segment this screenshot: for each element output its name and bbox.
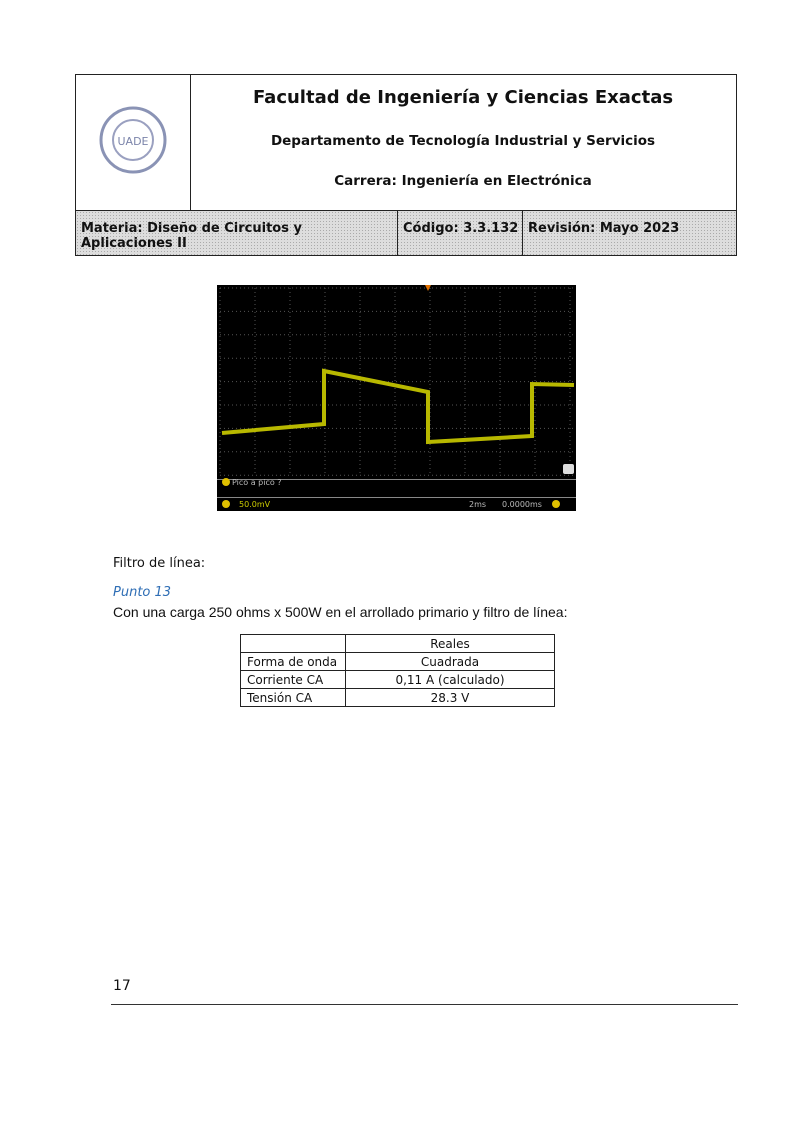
career-title: Carrera: Ingeniería en Electrónica bbox=[334, 173, 592, 189]
table-header-row: Reales bbox=[241, 635, 555, 653]
subject-cell: Materia: Diseño de Circuitos y Aplicaciones II bbox=[76, 211, 398, 255]
channel-scale: 50.0mV bbox=[239, 500, 271, 509]
results-table bbox=[240, 634, 555, 707]
code-cell: Código: 3.3.132 bbox=[398, 211, 523, 255]
oscilloscope-capture bbox=[217, 285, 576, 511]
svg-text:UADE: UADE bbox=[117, 135, 149, 148]
university-logo bbox=[76, 75, 191, 210]
line-filter-label: Filtro de línea: bbox=[113, 556, 206, 571]
description-text: Con una carga 250 ohms x 500W en el arrollado primario y filtro de línea: bbox=[113, 604, 568, 620]
section-heading: Punto 13 bbox=[113, 585, 172, 600]
timebase: 2ms bbox=[469, 500, 487, 509]
table-row: Tensión CA 28.3 V bbox=[241, 689, 555, 707]
header-table bbox=[75, 74, 737, 256]
footer-divider bbox=[111, 1004, 738, 1005]
measurement-label: Pico a pico ? bbox=[232, 478, 282, 487]
table-row: Forma de onda Cuadrada bbox=[241, 653, 555, 671]
department-title: Departamento de Tecnología Industrial y Servicios bbox=[270, 133, 656, 149]
page-number: 17 bbox=[113, 978, 131, 994]
faculty-title: Facultad de Ingeniería y Ciencias Exactas bbox=[252, 87, 674, 108]
time-offset: 0.0000ms bbox=[502, 500, 542, 509]
table-row: Corriente CA 0,11 A (calculado) bbox=[241, 671, 555, 689]
revision-cell: Revisión: Mayo 2023 bbox=[528, 221, 680, 236]
